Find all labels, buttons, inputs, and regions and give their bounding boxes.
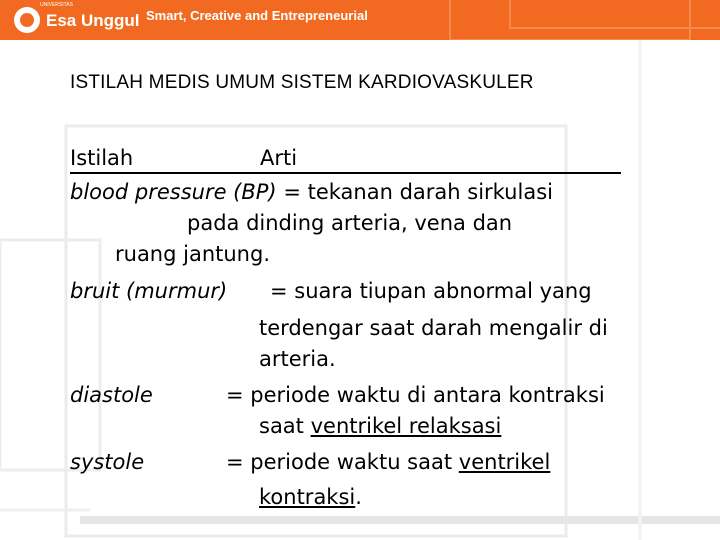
term-label: systole: [70, 450, 145, 474]
term-label: diastole: [70, 383, 153, 407]
definition-line: [226, 447, 550, 478]
definition-line: pada dinding arteria, vena dan: [187, 211, 513, 235]
term-blood-pressure: blood pressure (BP): [70, 180, 277, 204]
definition-line: arteria.: [259, 347, 336, 371]
meaning-underlined: ventrikel: [458, 450, 551, 474]
logo-emblem-icon: [14, 7, 40, 33]
definition-line: = periode waktu di antara kontraksi: [226, 383, 605, 407]
slide-title: ISTILAH MEDIS UMUM SISTEM KARDIOVASKULER: [70, 72, 534, 93]
meaning-text: = suara tiupan abnormal yang: [270, 279, 592, 303]
university-logo: [14, 4, 140, 36]
table-header-row: [70, 144, 621, 174]
meaning-text: saat: [259, 414, 311, 438]
definition-line: [259, 482, 362, 513]
header-tagline: Smart, Creative and Entrepreneurial: [146, 8, 368, 23]
definition-line: ruang jantung.: [115, 242, 270, 266]
meaning-text: = periode waktu saat: [226, 450, 459, 474]
definition-line: [70, 276, 592, 307]
term-systole: [70, 447, 144, 478]
meaning-text: .: [355, 485, 362, 509]
meaning-text: = tekanan darah sirkulasi: [276, 180, 553, 204]
definition-line: [259, 411, 501, 442]
meaning-underlined: kontraksi: [259, 485, 356, 509]
meaning-underlined: ventrikel relaksasi: [310, 414, 502, 438]
definition-line: [70, 177, 553, 208]
header-decoration: [420, 0, 720, 40]
column-header-term: Istilah: [70, 146, 134, 170]
logo-name: Esa Unggul: [46, 10, 140, 30]
term-bruit: bruit (murmur): [70, 279, 228, 303]
logo-caption: UNIVERSITAS: [40, 2, 73, 8]
header-bar: [0, 0, 720, 40]
term-diastole: [70, 380, 153, 411]
column-header-meaning: Arti: [260, 146, 298, 170]
definition-line: terdengar saat darah mengalir di: [259, 316, 608, 340]
